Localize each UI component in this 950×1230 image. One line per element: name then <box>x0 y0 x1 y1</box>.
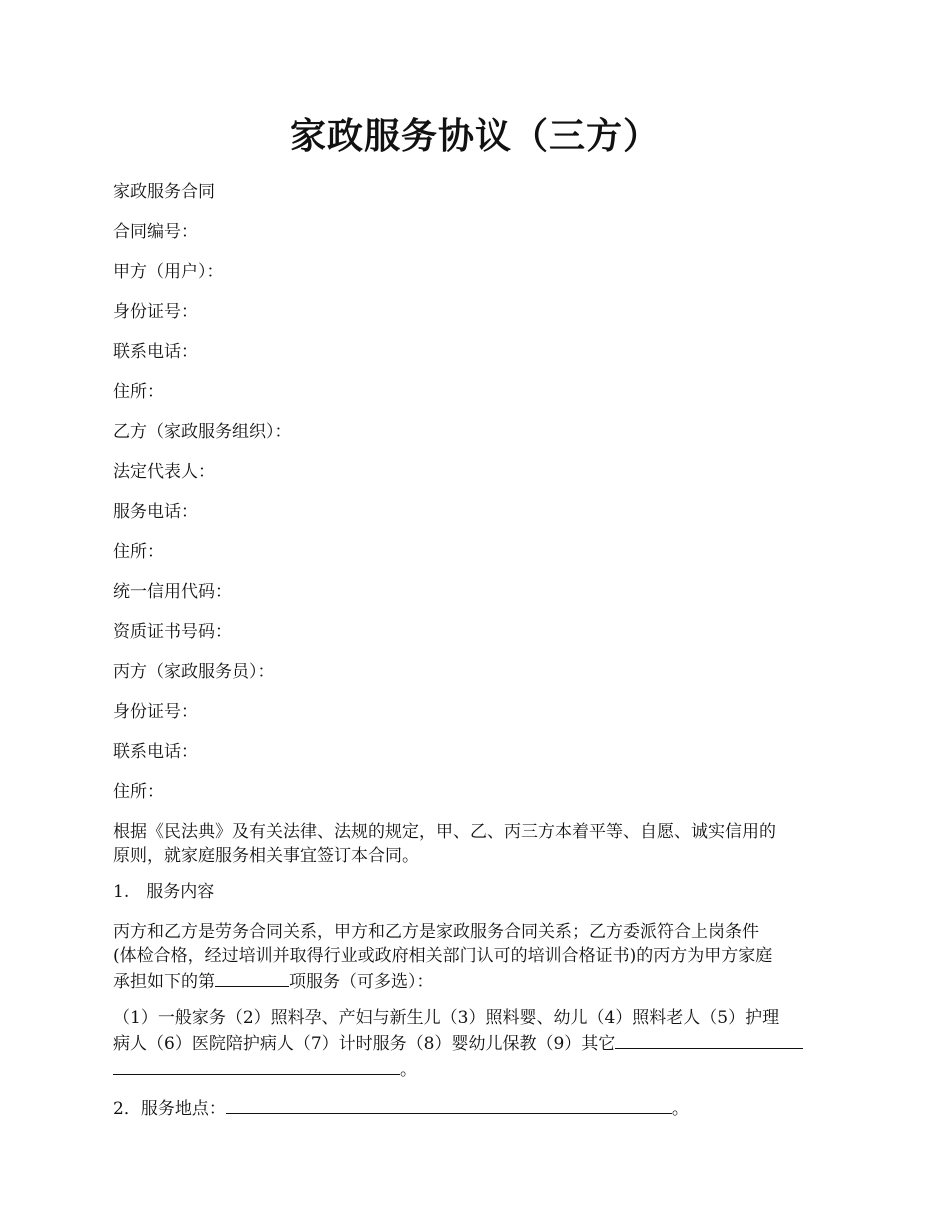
party-c-id-field: 身份证号： <box>113 702 198 722</box>
paragraph-text: 项服务（可多选）： <box>289 972 434 992</box>
document-title: 家政服务协议（三方） <box>289 115 660 157</box>
service-item-blank[interactable] <box>215 968 289 987</box>
party-a-phone-field: 联系电话： <box>113 342 198 362</box>
service-relationship-paragraph <box>113 920 843 994</box>
paragraph-line: (体检合格，经过培训并取得行业或政府相关部门认可的培训合格证书)的丙方为甲方家庭 <box>113 946 773 966</box>
intro-line: 原则，就家庭服务相关事宜签订本合同。 <box>113 846 419 866</box>
party-c-phone-field: 联系电话： <box>113 742 198 762</box>
party-b-service-phone-field: 服务电话： <box>113 502 198 522</box>
intro-paragraph <box>113 820 843 868</box>
party-b-legal-rep-field: 法定代表人： <box>113 462 215 482</box>
service-location-label: 2．服务地点： <box>113 1099 226 1119</box>
party-b-address-field: 住所： <box>113 542 164 562</box>
other-service-blank-continued[interactable] <box>113 1056 400 1075</box>
paragraph-line <box>113 1030 843 1056</box>
party-b-credit-code-field: 统一信用代码： <box>113 582 232 602</box>
paragraph-text: 病人（6）医院陪护病人（7）计时服务（8）婴幼儿保教（9）其它 <box>113 1034 616 1054</box>
paragraph-line: 丙方和乙方是劳务合同关系，甲方和乙方是家政服务合同关系；乙方委派符合上岗条件 <box>113 922 759 942</box>
party-b-field: 乙方（家政服务组织）： <box>113 422 292 442</box>
service-location-line <box>113 1095 689 1121</box>
intro-line: 根据《民法典》及有关法律、法规的规定，甲、乙、丙三方本着平等、自愿、诚实信用的 <box>113 822 776 842</box>
paragraph-line <box>113 968 843 994</box>
paragraph-line <box>113 1056 843 1082</box>
party-c-address-field: 住所： <box>113 782 164 802</box>
contract-number-field: 合同编号： <box>113 222 198 242</box>
other-service-blank[interactable] <box>615 1030 803 1049</box>
paragraph-text: 承担如下的第 <box>113 972 215 992</box>
service-options-paragraph <box>113 1006 843 1082</box>
section-1-heading: 1. 服务内容 <box>113 882 215 902</box>
party-c-field: 丙方（家政服务员）： <box>113 662 275 682</box>
contract-subtitle: 家政服务合同 <box>113 182 215 202</box>
party-b-certificate-field: 资质证书号码： <box>113 622 232 642</box>
party-a-address-field: 住所： <box>113 382 164 402</box>
party-a-id-field: 身份证号： <box>113 302 198 322</box>
paragraph-text: 。 <box>400 1060 417 1080</box>
service-location-blank[interactable] <box>226 1095 672 1114</box>
paragraph-line: （1）一般家务（2）照料孕、产妇与新生儿（3）照料婴、幼儿（4）照料老人（5）护理 <box>113 1008 780 1028</box>
party-a-field: 甲方（用户）： <box>113 262 224 282</box>
paragraph-text: 。 <box>671 1099 689 1119</box>
